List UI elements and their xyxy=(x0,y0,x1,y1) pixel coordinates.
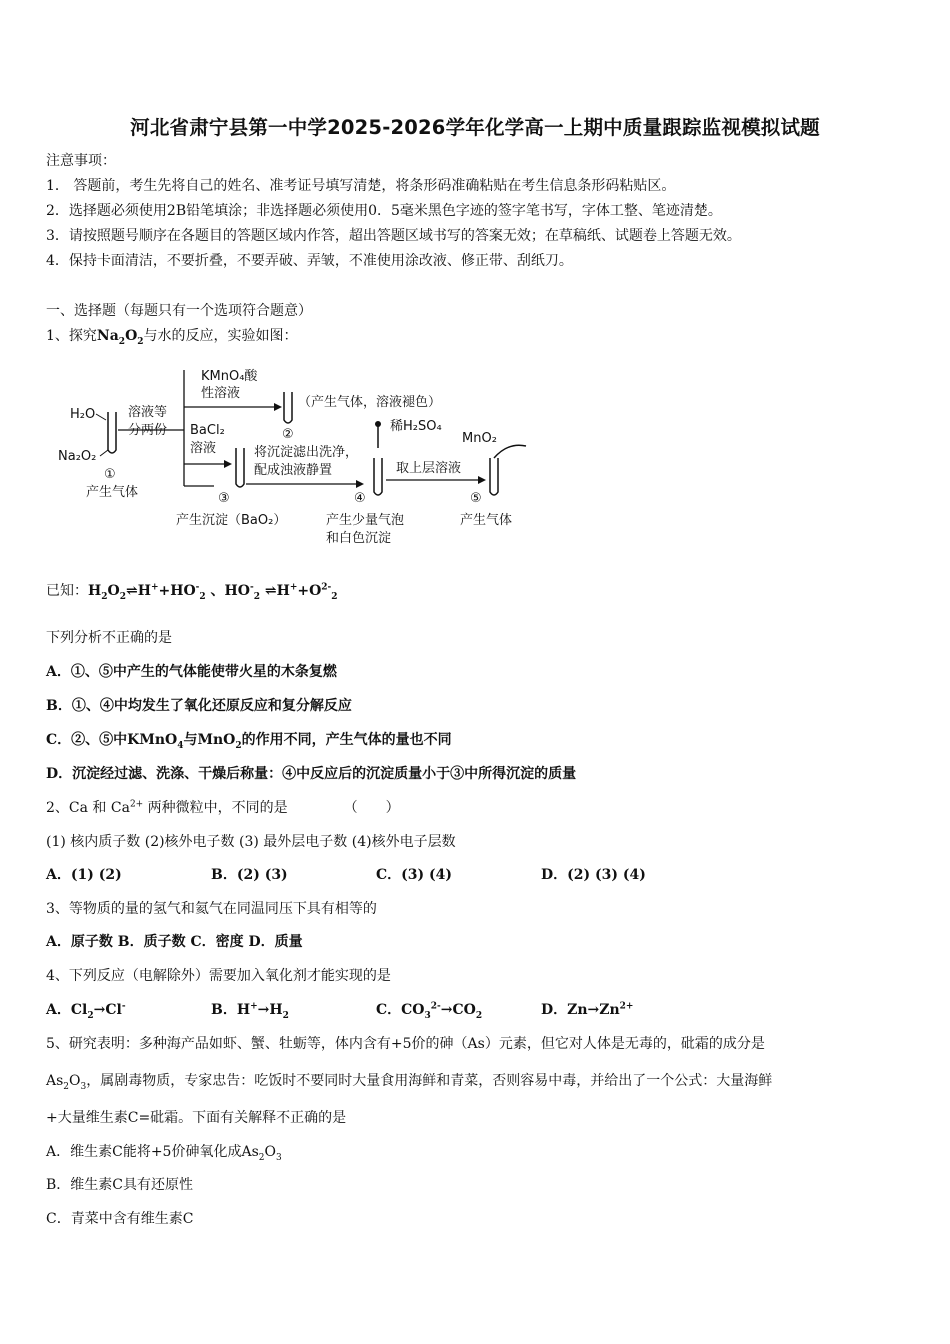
q5-option-a: A．维生素C能将+5价砷氧化成$As_2O_3$ xyxy=(46,1144,282,1163)
section-heading: 一、选择题（每题只有一个选项符合题意） xyxy=(46,303,312,319)
label-bubble-2: 和白色沉淀 xyxy=(326,531,392,546)
q1-option-b: B．①、④中均发生了氧化还原反应和复分解反应 xyxy=(46,698,352,714)
label-na2o2: Na₂O₂ xyxy=(58,449,97,464)
q3-stem: 3、等物质的量的氢气和氦气在同温同压下具有相等的 xyxy=(46,901,377,917)
q5-line-2: $As_2O_3$，属剧毒物质，专家忠告：吃饭时不要同时大量食用海鲜和青菜，否则容易中毒，并给出了一个公式：大量海鲜 xyxy=(46,1073,773,1092)
q2-options: A．(1) (2) B．(2) (3) C．(3) (4) D．(2) (3) (4) xyxy=(46,867,646,883)
num-4: ④ xyxy=(354,491,366,506)
q1-known: 已知：$H_2O_2\rightleftharpoons H^++HO^-_2$ 、$HO^-_2$ $\rightleftharpoons H^++O^{2-}_2$ xyxy=(46,582,338,602)
notice-item-3: 3．请按照题号顺序在各题目的答题区域内作答，超出答题区域书写的答案无效；在草稿纸、试题卷上答题无效。 xyxy=(46,228,741,244)
label-filter-2: 配成浊液静置 xyxy=(254,463,333,478)
label-ppt: 产生沉淀（BaO₂） xyxy=(176,513,287,528)
q5-option-b: B．维生素C具有还原性 xyxy=(46,1177,193,1193)
page-title: 河北省肃宁县第一中学2025-2026学年化学高一上期中质量跟踪监视模拟试题 xyxy=(130,116,820,139)
q5-line-3: +大量维生素C=砒霜。下面有关解释不正确的是 xyxy=(46,1110,347,1126)
q5-line-1: 5、研究表明：多种海产品如虾、蟹、牡蛎等，体内含有+5价的砷（As）元素，但它对人体是无毒的，砒霜的成分是 xyxy=(46,1036,765,1052)
q1-option-d: D．沉淀经过滤、洗涤、干燥后称量：④中反应后的沉淀质量小于③中所得沉淀的质量 xyxy=(46,766,577,782)
q1-stem: 1、探究$Na_2O_2$与水的反应，实验如图： xyxy=(46,328,298,347)
test-tube-3 xyxy=(236,448,244,487)
label-h2so4: 稀H₂SO₄ xyxy=(390,419,442,434)
q1-option-a: A．①、⑤中产生的气体能使带火星的木条复燃 xyxy=(46,664,337,680)
experiment-diagram xyxy=(56,362,556,562)
notice-item-1: 1． 答题前，考生先将自己的姓名、准考证号填写清楚，将条形码准确粘贴在考生信息条形码粘贴区。 xyxy=(46,178,676,194)
notice-item-2: 2．选择题必须使用2B铅笔填涂；非选择题必须使用0．5毫米黑色字迹的签字笔书写，字体工整、笔迹清楚。 xyxy=(46,203,722,219)
label-split-1: 溶液等 xyxy=(128,405,168,420)
test-tube-2 xyxy=(284,392,292,423)
label-bacl2: BaCl₂ xyxy=(190,423,225,438)
label-split-2: 分两份 xyxy=(128,423,168,438)
test-tube-4 xyxy=(374,458,382,495)
label-kmno4-2: 性溶液 xyxy=(201,386,241,401)
label-kmno4: KMnO₄酸 xyxy=(201,369,258,384)
h2o-pointer xyxy=(96,414,106,420)
dropper-bulb xyxy=(375,421,381,427)
arrowhead-bacl2 xyxy=(224,460,232,468)
spatula xyxy=(494,445,526,458)
q2-stem: 2、Ca 和 $Ca^{2+}$ 两种微粒中，不同的是 （ ） xyxy=(46,799,400,816)
label-result-2: （产生气体，溶液褪色） xyxy=(298,395,442,410)
label-bubble-1: 产生少量气泡 xyxy=(326,513,405,528)
arrowhead-2 xyxy=(274,403,282,411)
q4-stem: 4、下列反应（电解除外）需要加入氧化剂才能实现的是 xyxy=(46,968,391,984)
q1-prompt: 下列分析不正确的是 xyxy=(46,630,172,646)
q2-items: (1) 核内质子数 (2)核外电子数 (3) 最外层电子数 (4)核外电子层数 xyxy=(46,834,456,850)
q1-option-c: C．②、⑤中KMnO$_4$与MnO$_2$的作用不同，产生气体的量也不同 xyxy=(46,732,452,751)
label-mno2: MnO₂ xyxy=(462,431,497,446)
label-gas-1: 产生气体 xyxy=(86,485,139,500)
q3-options: A．原子数 B．质子数 C．密度 D．质量 xyxy=(46,934,303,950)
arrowhead-4 xyxy=(356,480,364,488)
test-tube-1 xyxy=(108,412,116,453)
na2o2-pointer xyxy=(100,450,108,456)
q5-option-c: C．青菜中含有维生素C xyxy=(46,1211,194,1227)
label-filter-1: 将沉淀滤出洗净， xyxy=(254,445,359,460)
notice-heading: 注意事项： xyxy=(46,153,116,169)
q4-options: A．$Cl_2\to Cl^-$ B．$H^+\to H_2$ C．$CO_3^{2-}\to CO_2$ D．$Zn\to Zn^{2+}$ xyxy=(46,1001,634,1021)
notice-item-4: 4．保持卡面清洁，不要折叠，不要弄破、弄皱，不准使用涂改液、修正带、刮纸刀。 xyxy=(46,253,573,269)
label-h2o: H₂O xyxy=(70,407,96,422)
num-5: ⑤ xyxy=(470,491,482,506)
arrowhead-5 xyxy=(478,476,486,484)
label-upper: 取上层溶液 xyxy=(396,461,462,476)
test-tube-5 xyxy=(490,458,498,495)
num-1: ① xyxy=(104,467,116,482)
num-2: ② xyxy=(282,427,294,442)
num-3: ③ xyxy=(218,491,230,506)
label-gas-5: 产生气体 xyxy=(460,513,513,528)
label-bacl2-2: 溶液 xyxy=(190,441,217,456)
